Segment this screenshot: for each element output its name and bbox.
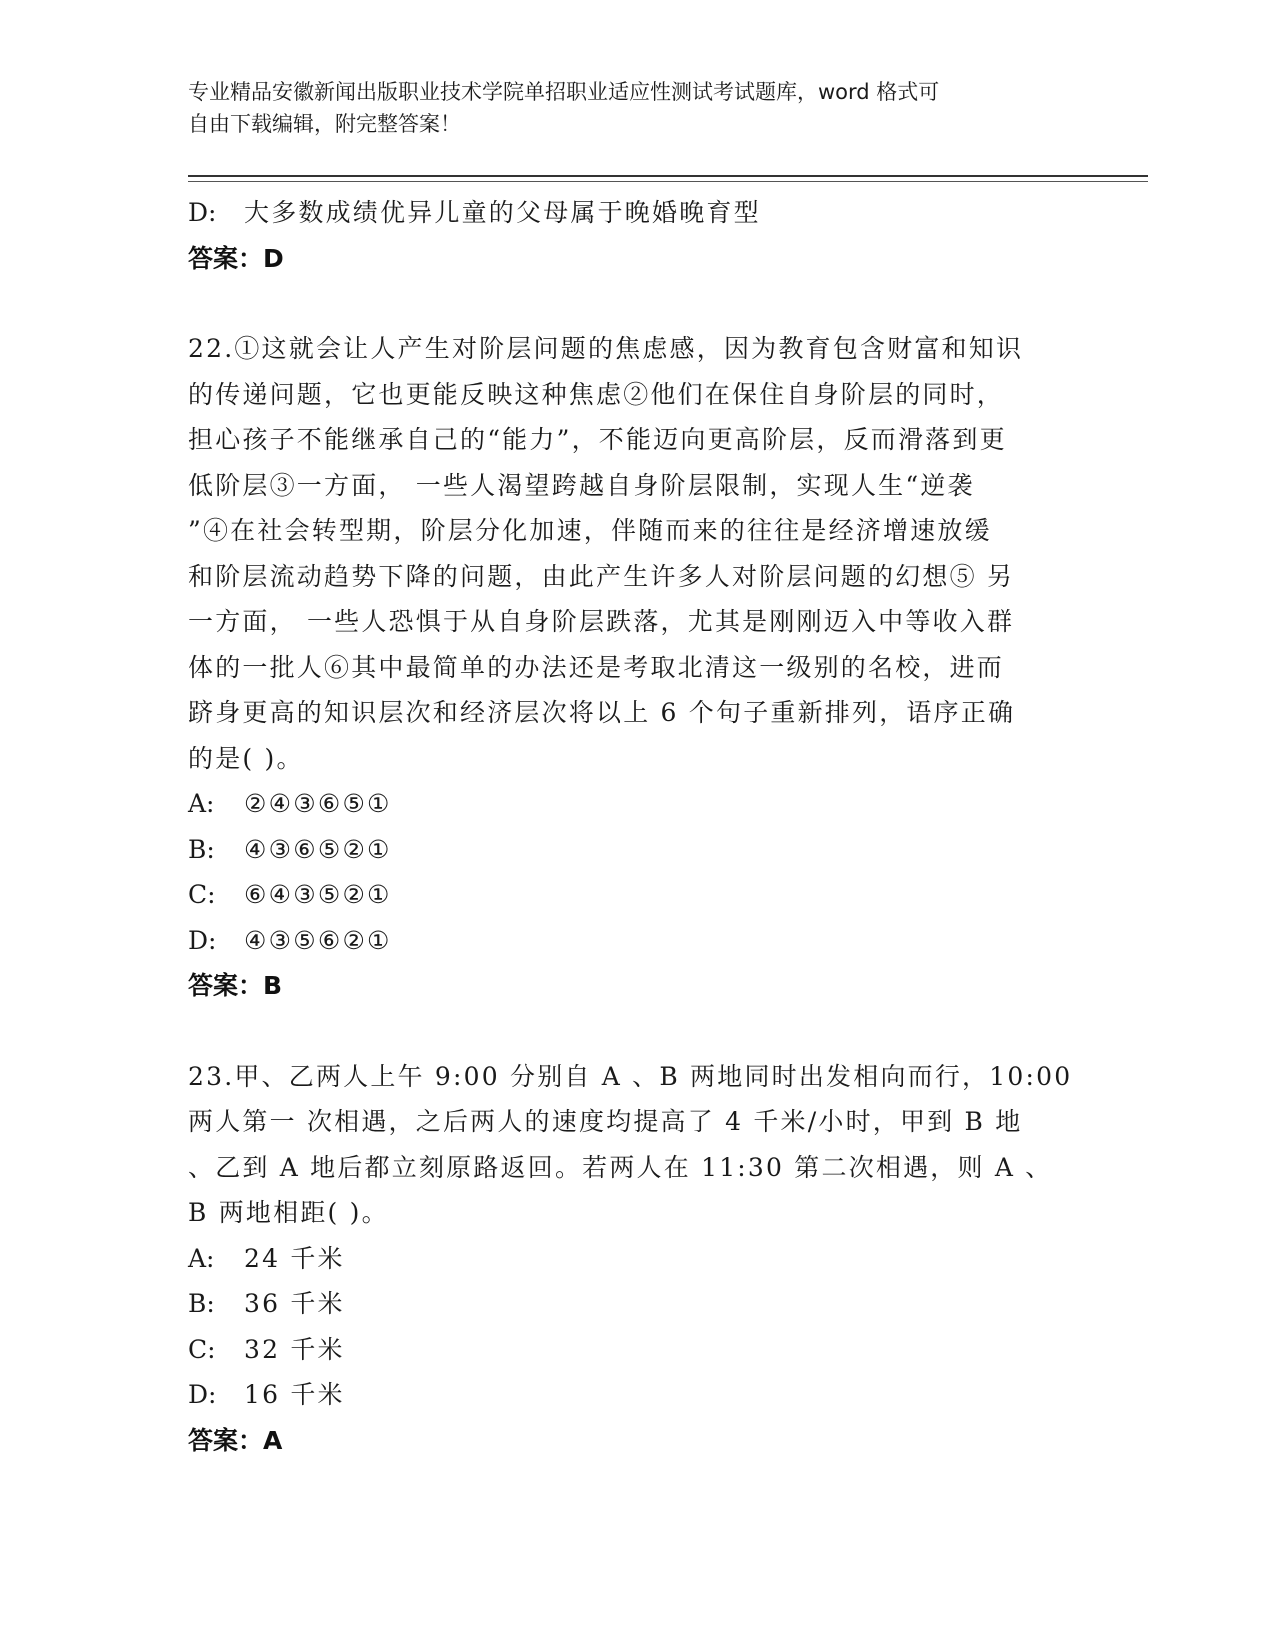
option-text: ④③⑤⑥②①: [244, 925, 392, 955]
option-text: 36 千米: [244, 1289, 345, 1318]
document-body: [188, 190, 1088, 1463]
option-text: 大多数成绩优异儿童的父母属于晚婚晚育型: [244, 198, 761, 227]
option-text: ②④③⑥⑤①: [244, 789, 392, 818]
option-a: [188, 781, 1088, 827]
question-line: 担心孩子不能继承自己的“能力”，不能迈向更高阶层，反而滑落到更: [188, 425, 1007, 454]
prev-option-d: [188, 190, 1088, 236]
header-divider-thick: [188, 175, 1148, 177]
option-letter: D:: [188, 1380, 217, 1409]
option-letter: B:: [188, 1289, 215, 1318]
option-letter: D:: [188, 925, 217, 955]
question-line: 体的一批人⑥其中最简单的办法还是考取北清这一级别的名校，进而: [188, 652, 1005, 682]
question-line: 低阶层③一方面， 一些人渴望跨越自身阶层限制，实现人生“逆袭: [188, 470, 975, 500]
option-letter: C:: [188, 880, 216, 909]
option-b: [188, 1281, 1088, 1327]
spacer: [188, 281, 1088, 326]
header-line-2: 自由下载编辑，附完整答案！: [188, 112, 461, 136]
option-d: [188, 1372, 1088, 1418]
option-text: ⑥④③⑤②①: [244, 880, 392, 909]
option-c: [188, 872, 1088, 918]
option-b: [188, 827, 1088, 873]
option-text: 32 千米: [244, 1334, 345, 1364]
question-line: 和阶层流动趋势下降的问题，由此产生许多人对阶层问题的幻想⑤ 另: [188, 561, 1015, 591]
question-22: [188, 326, 1088, 1009]
option-text: ④③⑥⑤②①: [244, 834, 392, 864]
question-line: 的是( )。: [188, 743, 304, 773]
question-line: 23.甲、乙两人上午 9:00 分别自 A 、B 两地同时出发相向而行，10:00: [188, 1061, 1073, 1091]
question-line: 两人第一 次相遇，之后两人的速度均提高了 4 千米/小时，甲到 B 地: [188, 1107, 1023, 1136]
option-a: [188, 1236, 1088, 1282]
header-line-1: 专业精品安徽新闻出版职业技术学院单招职业适应性测试考试题库，word 格式可: [188, 80, 940, 104]
option-c: [188, 1327, 1088, 1373]
answer: 答案：B: [188, 971, 283, 1000]
question-line: ”④在社会转型期，阶层分化加速，伴随而来的往往是经济增速放缓: [188, 516, 992, 545]
option-text: 24 千米: [244, 1243, 345, 1273]
question-line: B 两地相距( )。: [188, 1198, 389, 1227]
option-text: 16 千米: [244, 1380, 345, 1409]
question-line: 一方面， 一些人恐惧于从自身阶层跌落，尤其是刚刚迈入中等收入群: [188, 607, 1015, 636]
question-line: 、乙到 A 地后都立刻原路返回。若两人在 11:30 第二次相遇，则 A 、: [188, 1152, 1053, 1182]
question-23: [188, 1054, 1088, 1464]
option-letter: A:: [188, 1243, 215, 1273]
option-letter: C:: [188, 1334, 216, 1364]
question-line: 跻身更高的知识层次和经济层次将以上 6 个句子重新排列，语序正确: [188, 698, 1016, 727]
question-line: 的传递问题，它也更能反映这种焦虑②他们在保住自身阶层的同时，: [188, 379, 1005, 409]
page-header: [188, 76, 1088, 140]
question-line: 22.①这就会让人产生对阶层问题的焦虑感，因为教育包含财富和知识: [188, 334, 1024, 363]
option-letter: D:: [188, 198, 217, 227]
spacer: [188, 1009, 1088, 1054]
option-letter: B:: [188, 834, 215, 864]
header-divider-thin: [188, 181, 1148, 182]
answer: 答案：A: [188, 1425, 283, 1455]
option-letter: A:: [188, 789, 215, 818]
prev-answer: 答案：D: [188, 243, 284, 273]
option-d: [188, 918, 1088, 964]
